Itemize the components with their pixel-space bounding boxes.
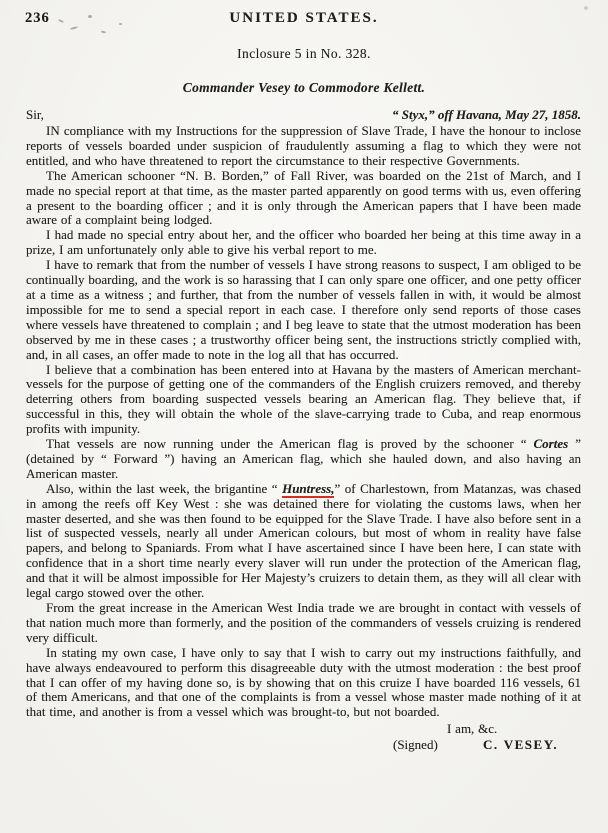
dateline: “ Styx,” off Havana, May 27, 1858. bbox=[392, 107, 581, 122]
paragraph bbox=[26, 258, 581, 362]
text-segment: I have to remark that from the number of vessels I have strong reasons to suspect, I am obliged to be continually boarding, and the work is so harassing that I can only spare one officer, and one petty officer at a time as a witness ; and further, that from the number of vessels fallen in with, it would be almost impossible for me to send a special report in each case. I therefore only send reports of those cases where vessels have threatened to complain ; and I beg leave to state that the utmost moderation has been observed by me in these cases ; a trustworthy officer being sent, the instructions strictly complied with, and, in all cases, an offer made to note in the log all that has occurred. bbox=[26, 257, 581, 362]
inclosure-line: Inclosure 5 in No. 328. bbox=[237, 46, 371, 61]
text-segment: That vessels are now running under the American flag is proved by the schooner “ bbox=[46, 436, 534, 452]
paragraph bbox=[26, 169, 581, 229]
salutation-row bbox=[26, 107, 581, 123]
paragraph bbox=[26, 601, 581, 646]
paragraph bbox=[26, 482, 581, 601]
letter-heading: Commander Vesey to Commodore Kellett. bbox=[182, 80, 426, 95]
vessel-name: Cortes bbox=[533, 436, 569, 452]
text-segment: Also, within the last week, the brigantine “ bbox=[46, 480, 283, 496]
text-segment: ” of Charlestown, from Matanzas, was chased in among the reefs off Key West : she was detained there for violating the customs laws, when her master deserted, and she was then found to be equipped for the Slave Trade. I have also before sent in a list of suspected vessels, nearly all under American colours, but most of whom in reality have false papers, and belong to Spaniards. From what I have ascertained since I have been here, I can state with confidence that in a short time nearly every slaver will run under the protection of the American flag, and that it will be almost impossible for Her Majesty’s cruizers to detain them, as they will all clear with legal cargo stowed over the other. bbox=[26, 480, 581, 601]
paragraph bbox=[26, 124, 581, 169]
text-segment: IN compliance with my Instructions for the suppression of Slave Trade, I have the honour to inclose reports of vessels boarded under suspicion of fraudulently assuming a flag to which they were not entitled, and who have threatened to report the circumstance to their respective Governments. bbox=[26, 123, 581, 168]
closing-text: I am, &c. bbox=[447, 721, 498, 737]
text-segment: I believe that a combination has been entered into at Havana by the masters of American merchant-vessels for the purpose of getting one of the commanders of the English cruizers removed, and thereby deterring others from boarding suspected vessels bearing an American flag. They believe that, if successful in this, they will obtain the whole of the slave-carrying trade to Cuba, and reap enormous profits with impunity. bbox=[26, 361, 581, 437]
text-segment: ” (detained by “ Forward ”) having an American flag, which she hauled down, and also having an American master. bbox=[26, 436, 581, 481]
running-head: UNITED STATES. bbox=[229, 10, 379, 26]
text-segment: I had made no special entry about her, and the officer who boarded her being at this time away in a prize, I am unfortunately only able to give his verbal report to me. bbox=[26, 227, 581, 258]
closing-line bbox=[26, 722, 581, 737]
signature-line bbox=[26, 738, 581, 755]
text-segment: The American schooner “N. B. Borden,” of Fall River, was boarded on the 21st of March, and I made no special report at that time, as the master parted apparently on good terms with us, even offering a present to the boarding officer ; and it is only through the American papers that I have been made aware of a complaint being lodged. bbox=[26, 167, 581, 228]
salutation: Sir, bbox=[26, 107, 44, 122]
text-segment: In stating my own case, I have only to say that I wish to carry out my instructions faithfully, and have always endeavoured to perform this disagreeable duty with the utmost moderation : the best proof that I can offer of my having done so, is by showing that on this cruize I have boarded 116 vessels, 61 of them Americans, and that one of the complaints is from a vessel whose master made nothing of it at that time, and another is from a vessel which was brought-to, but not boarded. bbox=[26, 644, 581, 720]
signature: C. VESEY. bbox=[483, 737, 559, 753]
letter-body bbox=[26, 124, 581, 755]
paragraph bbox=[26, 228, 581, 258]
page-number: 236 bbox=[25, 10, 50, 26]
paragraph bbox=[26, 437, 581, 482]
annotated-vessel-name: Huntress, bbox=[282, 481, 334, 499]
letter-paragraphs bbox=[26, 124, 581, 720]
paragraph bbox=[26, 646, 581, 721]
text-segment: From the great increase in the American West India trade we are brought in contact with vessels of that nation much more than formerly, and the position of the commanders of vessels cruizing is rendered very difficult. bbox=[26, 600, 581, 645]
paragraph bbox=[26, 363, 581, 438]
scan-smudge bbox=[101, 31, 106, 34]
signed-label: (Signed) bbox=[393, 737, 438, 753]
